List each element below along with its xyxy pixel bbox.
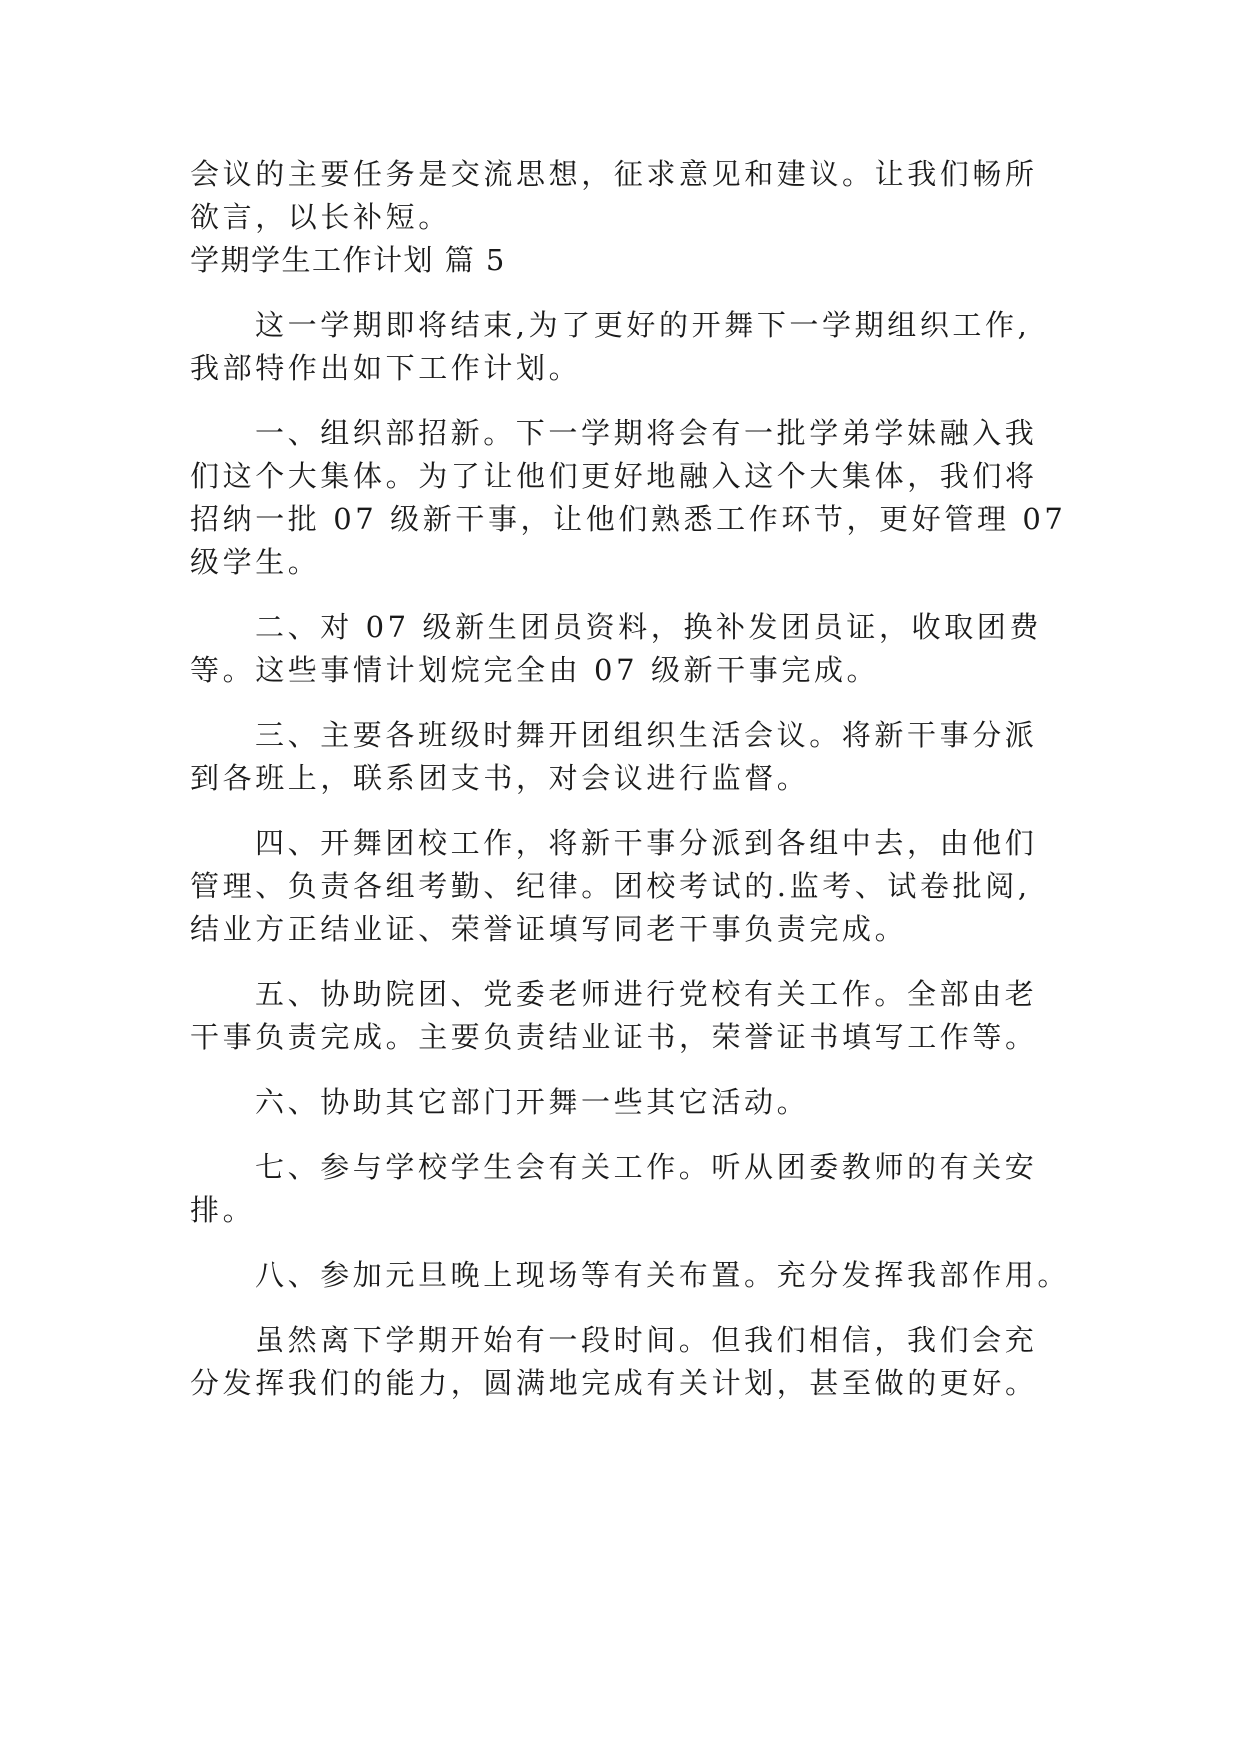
text-line: 四、开舞团校工作，将新干事分派到各组中去，由他们 (255, 826, 1038, 860)
text-line: 六、协助其它部门开舞一些其它活动。 (255, 1085, 810, 1119)
text-line: 八、参加元旦晚上现场等有关布置。充分发挥我部作用。 (255, 1258, 1071, 1292)
text-line: 三、主要各班级时舞开团组织生活会议。将新干事分派 (255, 718, 1038, 752)
text-line: 结业方正结业证、荣誉证填写同老干事负责完成。 (190, 912, 908, 946)
text-line: 排。 (190, 1193, 256, 1227)
text-line: 欲言，以长补短。 (190, 200, 451, 234)
text-line: 分发挥我们的能力，圆满地完成有关计划，甚至做的更好。 (190, 1366, 1038, 1400)
text-line: 会议的主要任务是交流思想，征求意见和建议。让我们畅所 (190, 157, 1038, 191)
text-line: 管理、负责各组考勤、纪律。团校考试的.监考、试卷批阅, (190, 869, 1031, 903)
text-line: 级学生。 (190, 545, 321, 579)
section-heading: 学期学生工作计划 篇 5 (190, 243, 506, 277)
text-line: 干事负责完成。主要负责结业证书，荣誉证书填写工作等。 (190, 1020, 1038, 1054)
text-line: 到各班上，联系团支书，对会议进行监督。 (190, 761, 810, 795)
text-line: 二、对 07 级新生团员资料，换补发团员证，收取团费 (255, 610, 1042, 644)
text-line: 我部特作出如下工作计划。 (190, 351, 582, 385)
text-line: 七、参与学校学生会有关工作。听从团委教师的有关安 (255, 1150, 1038, 1184)
text-line: 等。这些事情计划烷完全由 07 级新干事完成。 (190, 653, 880, 687)
text-line: 五、协助院团、党委老师进行党校有关工作。全部由老 (255, 977, 1038, 1011)
text-line: 招纳一批 07 级新干事，让他们熟悉工作环节，更好管理 07 (190, 502, 1067, 536)
text-line: 们这个大集体。为了让他们更好地融入这个大集体，我们将 (190, 459, 1038, 493)
text-line: 这一学期即将结束,为了更好的开舞下一学期组织工作, (255, 308, 1031, 342)
text-line: 虽然离下学期开始有一段时间。但我们相信，我们会充 (255, 1323, 1038, 1357)
text-line: 一、组织部招新。下一学期将会有一批学弟学妹融入我 (255, 416, 1038, 450)
